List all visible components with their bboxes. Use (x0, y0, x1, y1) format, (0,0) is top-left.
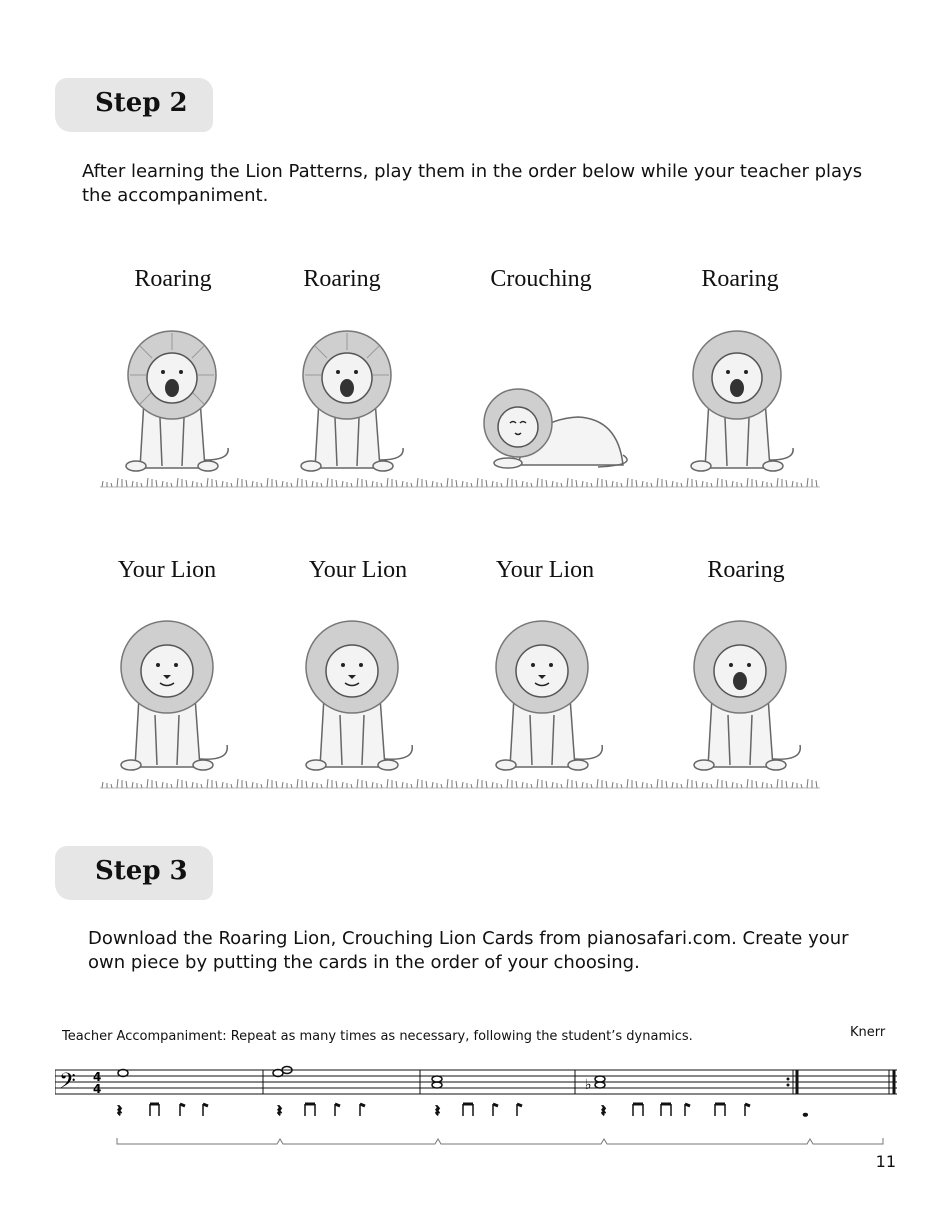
music-staff (55, 1060, 900, 1150)
quarter-rest-icon: 𝄽 (435, 1101, 440, 1120)
bass-clef-icon: 𝄢 (59, 1069, 76, 1099)
final-chord-icon: 𝅝 (803, 1105, 808, 1119)
step-3-heading-tab (55, 846, 213, 900)
rhythm-flag (335, 1104, 340, 1106)
lion-label-5: Your Lion (117, 557, 217, 583)
step-3-instructions: Download the Roaring Lion, Crouching Lion Cards from pianosafari.com. Create your own piece by putting the cards in the order of your choosing. (88, 928, 849, 973)
grass-divider (100, 475, 820, 495)
time-signature-top: 4 (93, 1070, 102, 1084)
quarter-rest-icon: 𝄽 (601, 1101, 606, 1120)
rhythm-flag (180, 1104, 185, 1106)
step-2-instructions: After learning the Lion Patterns, play them in the order below while your teacher plays the accompaniment. (82, 161, 863, 206)
smiling-lion-illustration (480, 615, 610, 775)
step-2-heading-tab (55, 78, 213, 132)
accompaniment-caption: Teacher Accompaniment: Repeat as many times as necessary, following the student’s dynamics. (62, 1029, 693, 1044)
time-signature-bottom: 4 (93, 1082, 102, 1096)
crouching-lion-illustration (478, 375, 638, 475)
lion-label-7: Your Lion (495, 557, 595, 583)
rhythm-flag (203, 1104, 208, 1106)
grass-divider (100, 776, 820, 796)
lion-label-4: Roaring (701, 266, 779, 292)
lion-label-6: Your Lion (308, 557, 408, 583)
roaring-lion-illustration (675, 320, 805, 475)
roaring-lion-illustration (110, 320, 240, 475)
flat-sign-icon: ♭ (585, 1077, 592, 1093)
roaring-lion-illustration (678, 615, 808, 775)
composer-credit: Knerr (850, 1025, 886, 1040)
lion-label-3: Crouching (490, 266, 592, 292)
quarter-rest-icon: 𝄽 (117, 1101, 122, 1120)
smiling-lion-illustration (105, 615, 235, 775)
step-3-title: Step 3 (95, 856, 188, 886)
rhythm-flag (685, 1104, 690, 1106)
step-2-title: Step 2 (95, 88, 188, 118)
rhythm-flag (517, 1104, 522, 1106)
rhythm-flag (493, 1104, 498, 1106)
lion-label-8: Roaring (707, 557, 785, 583)
page-number: 11 (875, 1152, 896, 1171)
quarter-rest-icon: 𝄽 (277, 1101, 282, 1120)
lion-label-2: Roaring (303, 266, 381, 292)
rhythm-flag (745, 1104, 750, 1106)
rhythm-flag (360, 1104, 365, 1106)
lion-label-1: Roaring (134, 266, 212, 292)
smiling-lion-illustration (290, 615, 420, 775)
roaring-lion-illustration (285, 320, 415, 475)
